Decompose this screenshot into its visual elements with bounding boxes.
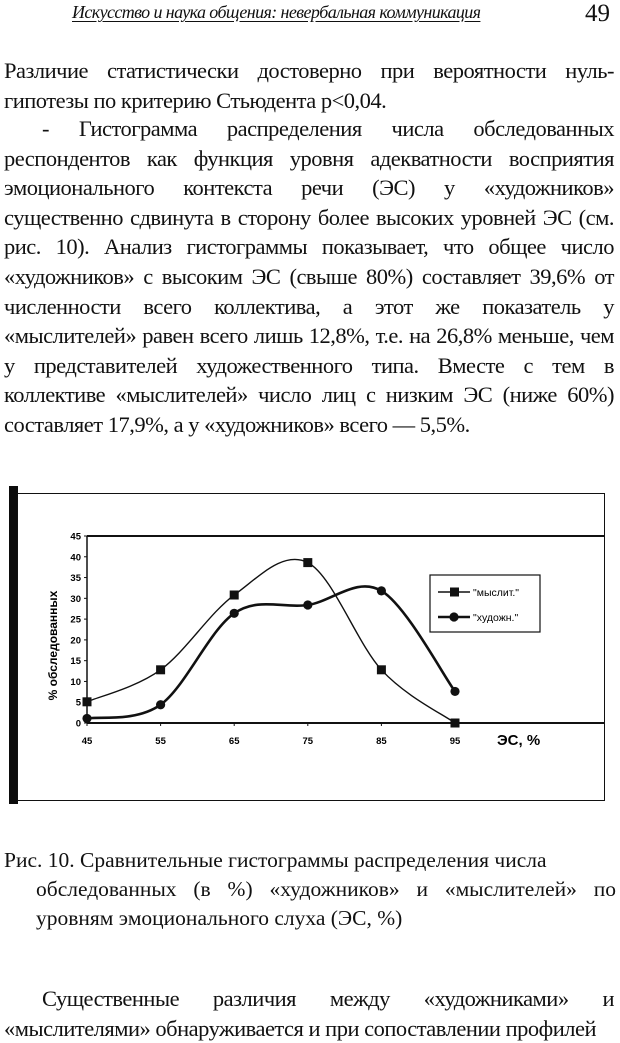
paragraph-profiles (4, 984, 614, 1043)
x-tick-label: 75 (302, 736, 314, 747)
y-tick-label: 10 (70, 676, 81, 688)
paragraph-significance (4, 56, 614, 115)
circle-marker-icon (156, 700, 165, 709)
y-tick-label: 0 (75, 718, 81, 730)
circle-marker-icon (82, 714, 91, 723)
x-tick-label: 85 (376, 736, 387, 747)
y-tick-label: 15 (70, 656, 81, 668)
square-marker-icon (156, 665, 165, 674)
square-marker-icon (303, 558, 312, 567)
caption-line-1: Рис. 10. Сравнительные гистограммы распределения числа (4, 848, 547, 872)
y-tick-label: 40 (70, 552, 81, 564)
y-tick-label: 25 (70, 614, 81, 626)
series-line-0 (87, 559, 455, 723)
paragraph-text: Существенные различия между «художниками» и «мыслителями» обнаруживается и при сопоставлении профилей (4, 986, 614, 1041)
x-tick-label: 45 (81, 736, 93, 747)
square-marker-icon (230, 591, 239, 600)
circle-marker-icon (377, 586, 386, 595)
square-marker-icon (83, 697, 92, 706)
y-axis-label: % обследованных (46, 590, 60, 701)
paragraph-text: Различие статистически достоверно при вероятности нуль-гипотезы по критерию Стьюдента p<0,04. (4, 58, 614, 113)
series-line-1 (87, 586, 455, 718)
line-chart (5, 478, 605, 803)
figure-10 (5, 478, 605, 803)
y-tick-label: 20 (70, 635, 81, 647)
x-tick-label: 65 (228, 736, 240, 747)
y-tick-label: 35 (70, 573, 81, 585)
running-header (0, 0, 620, 28)
square-marker-icon (450, 588, 459, 597)
legend-label-0: "мыслит." (473, 587, 520, 599)
paragraph-histogram-analysis (4, 114, 614, 440)
x-tick-label: 95 (449, 736, 461, 747)
running-title: Искусство и наука общения: невербальная коммуникация (72, 2, 481, 22)
circle-marker-icon (230, 609, 239, 618)
caption-rest: обследованных (в %) «художников» и «мыслителей» по уровням эмоционального слуха (ЭС, %) (36, 877, 616, 930)
legend-label-1: "художн." (473, 612, 519, 624)
circle-marker-icon (450, 687, 459, 696)
circle-marker-icon (303, 600, 312, 609)
y-tick-label: 45 (70, 531, 81, 543)
paragraph-text: - Гистограмма распределения числа обследованных респондентов как функция уровня адекватности восприятия эмоционального контекста речи (ЭС) у «художников» существенно сдвинута в сторону более высоких уровней ЭС (см. рис. 10). Анализ гистограммы показывает, что общее число «художников» с высоким ЭС (свыше 80%) составляет 39,6% от численности всего коллектива, а этот же показатель у «мыслителей» равен всего лишь 12,8%, т.е. на 26,8% меньше, чем у представителей художественного типа. Вместе с тем в коллективе «мыслителей» число лиц с низким ЭС (ниже 60%) составляет 17,9%, а у «художников» всего — 5,5%. (4, 116, 614, 437)
y-tick-label: 30 (70, 593, 81, 605)
figure-caption (4, 846, 616, 933)
y-tick-label: 5 (75, 697, 81, 709)
page-number: 49 (585, 0, 610, 27)
square-marker-icon (377, 665, 386, 674)
x-tick-label: 55 (155, 736, 166, 747)
square-marker-icon (451, 719, 460, 728)
x-axis-label: ЭС, % (497, 732, 541, 749)
circle-marker-icon (449, 612, 458, 621)
